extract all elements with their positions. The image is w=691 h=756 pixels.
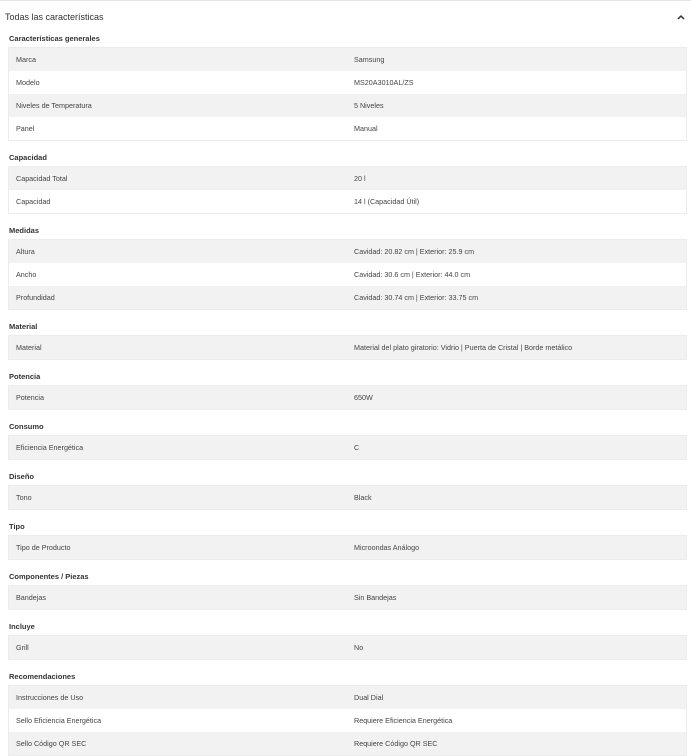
spec-row	[9, 636, 686, 659]
spec-row	[9, 686, 686, 709]
spec-value: Material del plato giratorio: Vidrio | Puerta de Cristal | Borde metálico	[354, 343, 573, 352]
panel-title: Todas las características	[5, 12, 104, 22]
spec-label: Sello Eficiencia Energética	[16, 716, 102, 725]
spec-label: Material	[16, 343, 42, 352]
spec-value: Dual Dial	[354, 693, 384, 702]
spec-label: Tono	[16, 493, 32, 502]
spec-label: Bandejas	[16, 593, 46, 602]
spec-value: Requiere Código QR SEC	[354, 739, 438, 748]
spec-value: MS20A3010AL/ZS	[354, 78, 414, 87]
spec-label: Panel	[16, 124, 35, 133]
spec-row	[9, 190, 686, 213]
panel-header-toggle[interactable]	[0, 1, 691, 33]
spec-label: Altura	[16, 247, 35, 256]
spec-value: Requiere Eficiencia Energética	[354, 716, 453, 725]
spec-label: Niveles de Temperatura	[16, 101, 92, 110]
spec-label: Modelo	[16, 78, 40, 87]
section-title: Tipo	[9, 522, 25, 531]
section-title: Incluye	[9, 622, 35, 631]
spec-label: Sello Código QR SEC	[16, 739, 87, 748]
spec-label: Marca	[16, 55, 36, 64]
spec-table	[8, 385, 687, 410]
spec-label: Grill	[16, 643, 29, 652]
spec-table	[8, 585, 687, 610]
spec-row	[9, 336, 686, 359]
spec-table	[8, 335, 687, 360]
spec-row	[9, 436, 686, 459]
spec-table	[8, 485, 687, 510]
spec-value: No	[354, 643, 364, 652]
spec-row	[9, 536, 686, 559]
spec-label: Potencia	[16, 393, 44, 402]
section-title: Medidas	[9, 226, 40, 235]
section-title: Material	[9, 322, 38, 331]
spec-row	[9, 586, 686, 609]
section-title: Componentes / Piezas	[9, 572, 89, 581]
spec-value: Microondas Análogo	[354, 543, 420, 552]
spec-value: 20 l	[354, 174, 366, 183]
spec-row	[9, 94, 686, 117]
spec-row	[9, 263, 686, 286]
spec-value: 14 l (Capacidad Útil)	[354, 197, 420, 206]
spec-table	[8, 166, 687, 214]
spec-value: Cavidad: 30.6 cm | Exterior: 44.0 cm	[354, 270, 471, 279]
spec-row	[9, 486, 686, 509]
chevron-up-icon[interactable]	[676, 12, 686, 22]
spec-label: Capacidad	[16, 197, 51, 206]
section-title: Diseño	[9, 472, 35, 481]
spec-table	[8, 239, 687, 310]
spec-table	[8, 435, 687, 460]
section-title: Consumo	[9, 422, 44, 431]
spec-label: Instrucciones de Uso	[16, 693, 84, 702]
spec-row	[9, 386, 686, 409]
section-title: Potencia	[9, 372, 41, 381]
spec-value: Black	[354, 493, 372, 502]
spec-value: Cavidad: 20.82 cm | Exterior: 25.9 cm	[354, 247, 475, 256]
spec-table	[8, 47, 687, 141]
spec-value: C	[354, 443, 360, 452]
section-title: Recomendaciones	[9, 672, 76, 681]
spec-table	[8, 535, 687, 560]
spec-row	[9, 117, 686, 140]
spec-value: Samsung	[354, 55, 385, 64]
section-title: Características generales	[9, 34, 100, 43]
spec-table	[8, 685, 687, 756]
spec-row	[9, 167, 686, 190]
spec-value: Cavidad: 30.74 cm | Exterior: 33.75 cm	[354, 293, 479, 302]
spec-row	[9, 240, 686, 263]
spec-value: Manual	[354, 124, 378, 133]
section-title: Capacidad	[9, 153, 47, 162]
spec-label: Ancho	[16, 270, 37, 279]
spec-label: Profundidad	[16, 293, 55, 302]
spec-label: Eficiencia Energética	[16, 443, 84, 452]
spec-value: 5 Niveles	[354, 101, 384, 110]
spec-row	[9, 286, 686, 309]
spec-value: Sin Bandejas	[354, 593, 397, 602]
spec-row	[9, 48, 686, 71]
spec-row	[9, 709, 686, 732]
spec-label: Capacidad Total	[16, 174, 68, 183]
spec-row	[9, 732, 686, 755]
spec-row	[9, 71, 686, 94]
spec-label: Tipo de Producto	[16, 543, 71, 552]
spec-table	[8, 635, 687, 660]
spec-value: 650W	[354, 393, 373, 402]
